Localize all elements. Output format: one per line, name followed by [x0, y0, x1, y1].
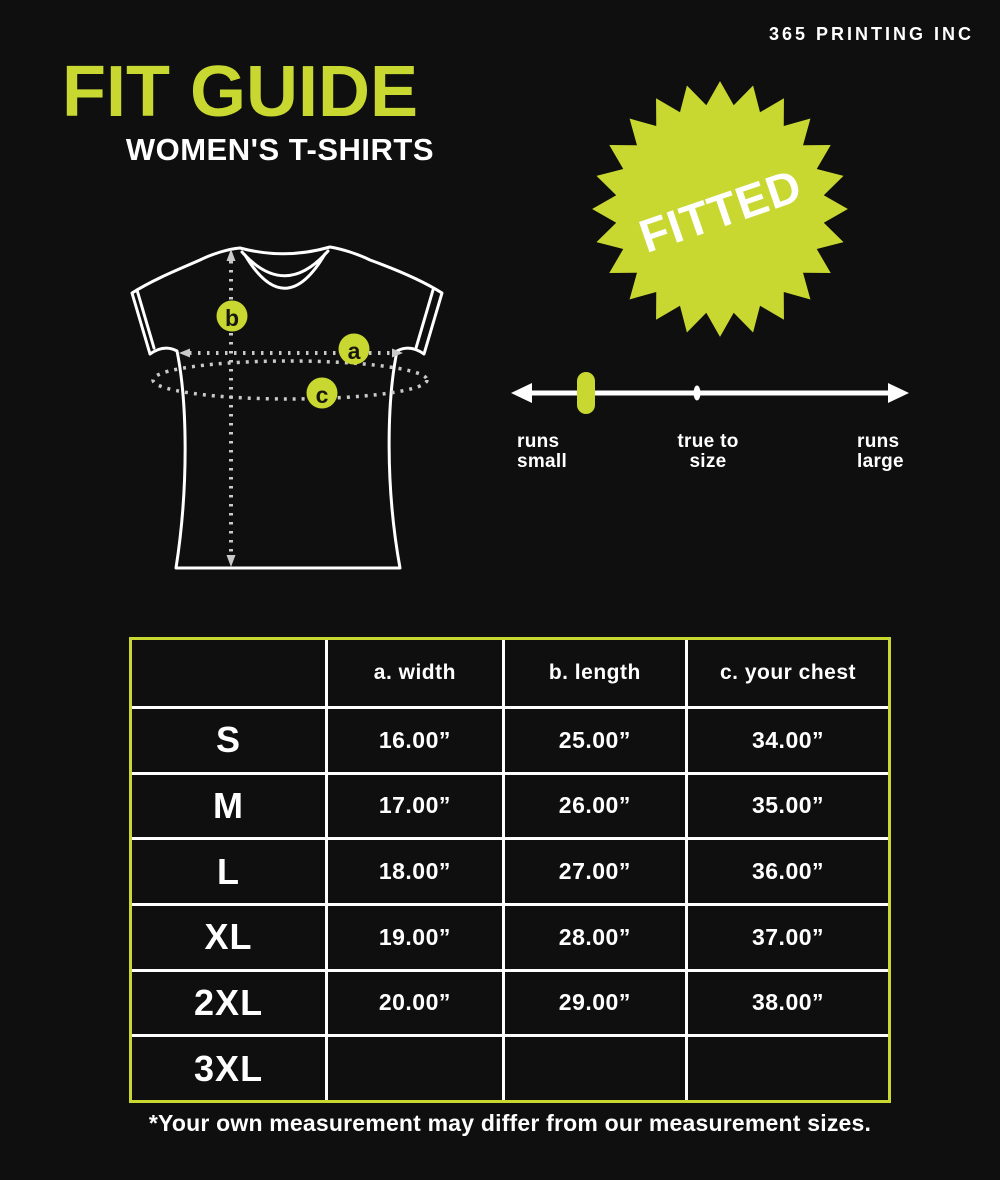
chest-value: 34.00”	[688, 709, 888, 772]
fit-scale	[500, 358, 920, 430]
length-value	[505, 1037, 685, 1100]
width-value: 16.00”	[328, 709, 502, 772]
column-header-width: a. width	[328, 640, 502, 706]
size-label: XL	[132, 906, 325, 969]
size-table-grid	[132, 640, 888, 1100]
size-label: S	[132, 709, 325, 772]
marker-c	[307, 378, 338, 409]
column-header-length: b. length	[505, 640, 685, 706]
chest-circumference-ellipse	[153, 361, 427, 399]
length-value: 26.00”	[505, 775, 685, 838]
scale-label-runs-small	[517, 432, 567, 472]
scale-label-runs-large	[857, 432, 904, 472]
width-value: 18.00”	[328, 840, 502, 903]
measurement-dotted-lines	[189, 261, 393, 557]
width-value: 17.00”	[328, 775, 502, 838]
scale-label-line: true to	[677, 431, 739, 452]
page-title: FIT GUIDE	[62, 52, 418, 132]
scale-label-line: runs	[517, 431, 560, 452]
measurement-arrowheads	[179, 249, 403, 567]
arrow-down-icon	[227, 555, 236, 567]
brand-name: 365 PRINTING INC	[768, 24, 974, 44]
width-value: 19.00”	[328, 906, 502, 969]
marker-c-letter: c	[315, 382, 329, 408]
width-value	[328, 1037, 502, 1100]
arrow-left-icon	[179, 349, 190, 358]
measurement-disclaimer: *Your own measurement may differ from our measurement sizes.	[148, 1110, 872, 1136]
scale-label-line: large	[857, 450, 904, 472]
scale-label-line: size	[689, 450, 727, 472]
tshirt-outline-icon	[132, 247, 442, 568]
size-label: L	[132, 840, 325, 903]
width-value: 20.00”	[328, 972, 502, 1035]
scale-arrow-left-icon	[511, 383, 532, 403]
chest-value	[688, 1037, 888, 1100]
column-header-chest: c. your chest	[688, 640, 888, 706]
tshirt-measurement-diagram	[120, 230, 450, 580]
length-value: 28.00”	[505, 906, 685, 969]
scale-position-marker	[577, 372, 595, 414]
scale-center-tick	[694, 386, 701, 401]
chest-value: 38.00”	[688, 972, 888, 1035]
scale-label-true-to-size	[646, 432, 770, 472]
marker-b	[217, 301, 248, 332]
scale-arrow-right-icon	[888, 383, 909, 403]
header	[62, 52, 434, 168]
length-value: 25.00”	[505, 709, 685, 772]
marker-b-letter: b	[224, 305, 240, 331]
size-label: 2XL	[132, 972, 325, 1035]
fitted-starburst-badge	[581, 70, 859, 348]
scale-label-line: small	[517, 450, 568, 472]
chest-value: 36.00”	[688, 840, 888, 903]
chest-value: 35.00”	[688, 775, 888, 838]
size-label: M	[132, 775, 325, 838]
scale-label-line: runs	[857, 431, 900, 452]
column-header-size	[132, 640, 325, 706]
badge-label: FITTED	[632, 158, 809, 263]
marker-a-letter: a	[347, 338, 361, 364]
size-table	[129, 637, 891, 1103]
size-label: 3XL	[132, 1037, 325, 1100]
length-value: 29.00”	[505, 972, 685, 1035]
page-subtitle: WOMEN'S T-SHIRTS	[125, 132, 434, 167]
length-value: 27.00”	[505, 840, 685, 903]
chest-value: 37.00”	[688, 906, 888, 969]
marker-a	[339, 334, 370, 365]
